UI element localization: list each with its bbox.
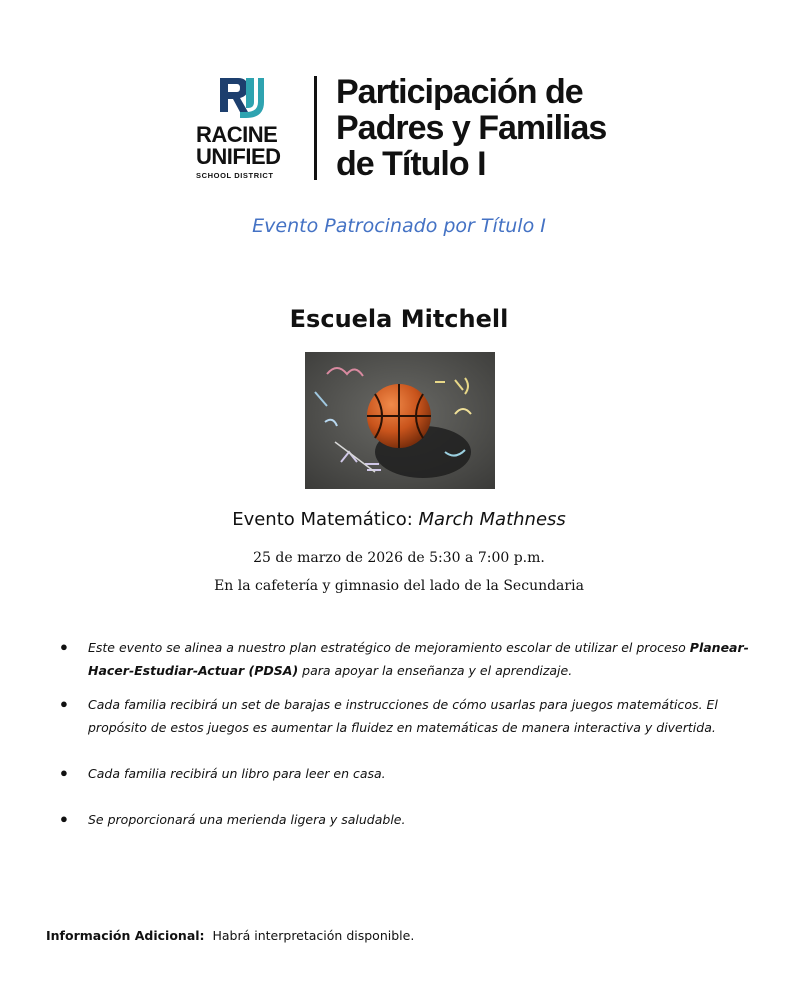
logo-school-district: SCHOOL DISTRICT	[196, 171, 274, 180]
header-title	[336, 74, 626, 182]
header-title-line: Padres y Familias	[336, 109, 607, 147]
list-item-text: Cada familia recibirá un set de barajas e instrucciones de cómo usarlas para juegos matemáticos. El propósito de estos juegos es aumentar la fluidez en matemáticas de manera interactiva y divertida.	[88, 697, 718, 735]
bullet-dot: ●	[60, 811, 68, 826]
event-name: March Mathness	[418, 509, 566, 530]
bullet-dot: ●	[60, 696, 68, 711]
event-sponsor-subtitle: Evento Patrocinado por Título I	[252, 215, 546, 237]
header-divider	[314, 76, 317, 180]
list-item-text: Se proporcionará una merienda ligera y saludable.	[88, 812, 406, 827]
list-item-text	[88, 636, 753, 682]
school-name: Escuela Mitchell	[289, 305, 509, 333]
additional-info-separator: :	[199, 928, 205, 943]
list-item-bold-text: Planear-Hacer-Estudiar-Actuar (PDSA)	[88, 640, 749, 678]
event-location: En la cafetería y gimnasio del lado de la Secundaria	[214, 578, 584, 594]
header-title-line: Participación de	[336, 73, 583, 111]
list-item-text-part: para apoyar la enseñanza y el aprendizaje.	[298, 663, 573, 678]
event-date-time: 25 de marzo de 2026 de 5:30 a 7:00 p.m.	[253, 550, 545, 566]
bullet-dot: ●	[60, 639, 68, 654]
bullet-dot: ●	[60, 765, 68, 780]
additional-info-text: Habrá interpretación disponible.	[204, 928, 415, 943]
event-label: Evento Matemático:	[232, 509, 419, 530]
logo-name-unified: UNIFIED	[196, 144, 281, 169]
racine-unified-logo-icon	[218, 76, 266, 120]
additional-info-label: Información Adicional	[46, 928, 200, 943]
event-title	[0, 509, 798, 530]
list-item-text: Cada familia recibirá un libro para leer en casa.	[88, 766, 386, 781]
list-item-text-part: Este evento se alinea a nuestro plan estratégico de mejoramiento escolar de utilizar el proceso	[88, 640, 690, 655]
basketball-math-photo	[305, 352, 495, 489]
document-header	[196, 72, 616, 184]
header-title-line: de Título I	[336, 145, 486, 183]
logo-name-racine: RACINE	[196, 122, 278, 147]
additional-info	[46, 928, 414, 943]
